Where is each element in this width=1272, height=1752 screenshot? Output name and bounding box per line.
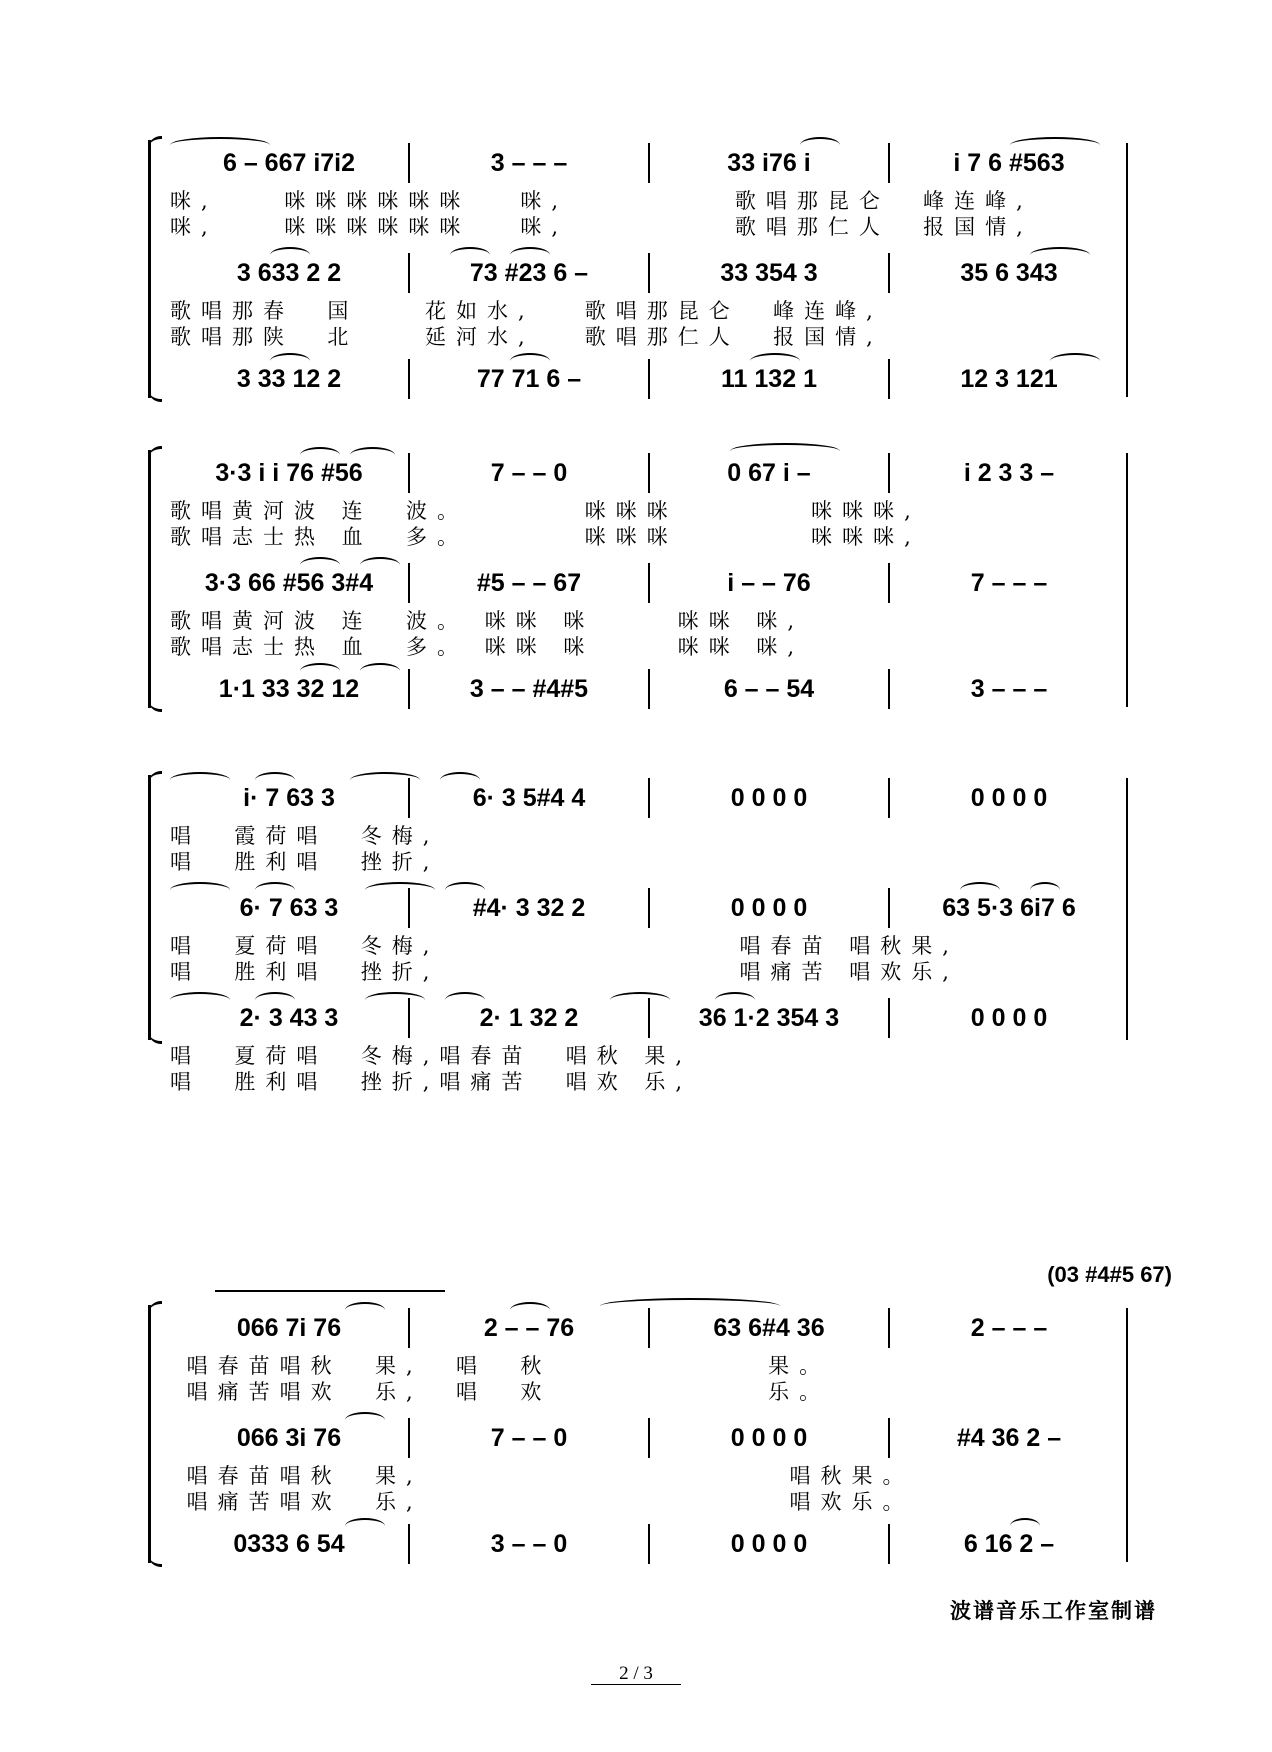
lyrics-verse-2: 歌唱志士热 血 多。 咪咪咪 咪咪咪,: [170, 525, 921, 549]
slur: [345, 1518, 385, 1534]
measure: #4· 3 32 2: [472, 893, 586, 922]
slur: [255, 882, 295, 898]
slur: [445, 882, 485, 898]
measure: 3 – – 0: [490, 1529, 568, 1558]
slur: [270, 353, 310, 369]
slur: [360, 663, 400, 679]
slur: [270, 247, 310, 263]
measure: 3·3 66 #56 3#4: [204, 568, 374, 597]
slur: [300, 557, 340, 573]
measure: 0 67 i –: [727, 458, 811, 487]
lyrics-verse-1: 咪, 咪咪咪咪咪咪 咪, 歌唱那昆仑 峰连峰,: [170, 189, 1033, 213]
score-system-1: [148, 135, 1128, 405]
lyrics-verse-2: 唱 胜利唱 挫折, 唱痛苦 唱欢乐,: [170, 960, 959, 984]
measure: 2 – – 76: [483, 1313, 575, 1342]
slur: [730, 443, 840, 459]
measure: 3 – – –: [490, 148, 568, 177]
lyrics-verse-2: 歌唱那陕 北 延河水, 歌唱那仁人 报国情,: [170, 325, 883, 349]
measure: 63 5·3 6i7 6: [942, 893, 1076, 922]
measure: 066 3i 76: [236, 1423, 342, 1452]
slur: [1010, 1518, 1040, 1534]
notation-line: [170, 359, 1128, 399]
lyrics-verse-1: 唱 夏荷唱 冬梅, 唱春苗 唱秋果,: [170, 934, 959, 958]
slur: [345, 1412, 385, 1428]
slur: [510, 1302, 550, 1318]
lyrics-verse-2: 唱痛苦唱欢 乐, 唱欢乐。: [170, 1490, 914, 1514]
lyrics-verse-2: 歌唱志士热 血 多。 咪咪 咪 咪咪 咪,: [170, 635, 805, 659]
measure: 77 71 6 –: [476, 364, 582, 393]
engraver-credit: 波谱音乐工作室制谱: [950, 1598, 1157, 1623]
measure: 12 3 121: [960, 364, 1058, 393]
measure: 6 – 667 i7i2: [222, 148, 356, 177]
measure: 0 0 0 0: [730, 893, 808, 922]
slur: [350, 447, 395, 463]
slur: [510, 353, 550, 369]
measure: 33 i76 i: [727, 148, 811, 177]
system-bracket: [148, 140, 151, 398]
intro-phrase: (03 #4#5 67): [1047, 1262, 1172, 1287]
notation-line: [170, 1308, 1128, 1348]
measure: 36 1·2 354 3: [698, 1003, 840, 1032]
lyrics-verse-2: 唱 胜利唱 挫折,: [170, 850, 440, 874]
lyrics-verse-1: 歌唱黄河波 连 波。 咪咪 咪 咪咪 咪,: [170, 609, 805, 633]
measure: 2 – – –: [970, 1313, 1048, 1342]
slur: [360, 557, 400, 573]
lyrics-verse-1: 唱 夏荷唱 冬梅,唱春苗 唱秋 果,: [170, 1044, 693, 1068]
measure: i – – 76: [727, 568, 811, 597]
lyrics-verse-2: 唱 胜利唱 挫折,唱痛苦 唱欢 乐,: [170, 1070, 693, 1094]
measure: 63 6#4 36: [713, 1313, 825, 1342]
measure: 1·1 33 32 12: [218, 674, 360, 703]
notation-line: [170, 1524, 1128, 1564]
measure: 2· 3 43 3: [239, 1003, 339, 1032]
measure: 3 – – #4#5: [469, 674, 589, 703]
measure: 0 0 0 0: [970, 783, 1048, 812]
slur: [800, 137, 840, 153]
slur: [365, 992, 425, 1008]
measure: 3 33 12 2: [236, 364, 342, 393]
measure: #5 – – 67: [476, 568, 582, 597]
measure: 6· 3 5#4 4: [472, 783, 586, 812]
slur: [170, 882, 230, 898]
notation-line: [170, 143, 1128, 183]
notation-line: [170, 253, 1128, 293]
measure: 0 0 0 0: [970, 1003, 1048, 1032]
slur: [300, 447, 340, 463]
slur: [1030, 882, 1060, 898]
slur: [255, 992, 295, 1008]
slur: [170, 992, 230, 1008]
measure: i 2 3 3 –: [963, 458, 1055, 487]
slur: [300, 663, 340, 679]
slur: [170, 772, 230, 788]
measure: 3 633 2 2: [236, 258, 342, 287]
slur: [445, 992, 485, 1008]
measure: 066 7i 76: [236, 1313, 342, 1342]
notation-line: [170, 1418, 1128, 1458]
measure: 3 – – –: [970, 674, 1048, 703]
measure: 2· 1 32 2: [479, 1003, 579, 1032]
measure: 3·3 i i 76 #56: [215, 458, 363, 487]
measure: 0333 6 54: [233, 1529, 345, 1558]
lyrics-verse-2: 咪, 咪咪咪咪咪咪 咪, 歌唱那仁人 报国情,: [170, 215, 1033, 239]
score-system-4: [148, 1300, 1128, 1580]
measure: 73 #23 6 –: [469, 258, 589, 287]
page-number-text: 2 / 3: [591, 1663, 681, 1685]
slur: [215, 1290, 445, 1298]
measure: 6· 7 63 3: [239, 893, 339, 922]
slur: [610, 992, 670, 1008]
slur: [440, 772, 480, 788]
lyrics-verse-2: 唱痛苦唱欢 乐, 唱 欢 乐。: [170, 1380, 831, 1404]
system-bracket: [148, 450, 151, 708]
slur: [345, 1302, 385, 1318]
score-system-2: [148, 445, 1128, 720]
lyrics-verse-1: 唱春苗唱秋 果, 唱 秋 果。: [170, 1354, 831, 1378]
slur: [715, 992, 755, 1008]
measure: 0 0 0 0: [730, 1529, 808, 1558]
page-number: [0, 1663, 1272, 1685]
slur: [600, 1298, 780, 1314]
slur: [170, 137, 270, 153]
measure: 7 – – 0: [490, 1423, 568, 1452]
slur: [450, 247, 490, 263]
slur: [365, 882, 435, 898]
measure: 7 – – 0: [490, 458, 568, 487]
measure: 6 – – 54: [723, 674, 815, 703]
lyrics-verse-1: 歌唱黄河波 连 波。 咪咪咪 咪咪咪,: [170, 499, 921, 523]
score-system-3: [148, 770, 1128, 1094]
measure: 0 0 0 0: [730, 1423, 808, 1452]
measure: #4 36 2 –: [956, 1423, 1062, 1452]
measure: 35 6 343: [960, 258, 1058, 287]
lyrics-verse-1: 歌唱那春 国 花如水, 歌唱那昆仑 峰连峰,: [170, 299, 883, 323]
measure: 7 – – –: [970, 568, 1048, 597]
slur: [960, 882, 1000, 898]
system-bracket: [148, 1305, 151, 1563]
slur: [750, 353, 800, 369]
slur: [255, 772, 295, 788]
lyrics-verse-1: 唱 霞荷唱 冬梅,: [170, 824, 440, 848]
slur: [1010, 137, 1100, 153]
notation-line: [170, 778, 1128, 818]
system-bracket: [148, 775, 151, 1040]
slur: [510, 247, 550, 263]
measure: 6 16 2 –: [963, 1529, 1055, 1558]
measure: 33 354 3: [720, 258, 818, 287]
measure: i· 7 63 3: [243, 783, 335, 812]
slur: [1050, 353, 1100, 369]
slur: [350, 772, 420, 788]
measure: 11 132 1: [721, 364, 817, 393]
slur: [1030, 247, 1090, 263]
measure: i 7 6 #563: [953, 148, 1065, 177]
measure: 0 0 0 0: [730, 783, 808, 812]
lyrics-verse-1: 唱春苗唱秋 果, 唱秋果。: [170, 1464, 914, 1488]
